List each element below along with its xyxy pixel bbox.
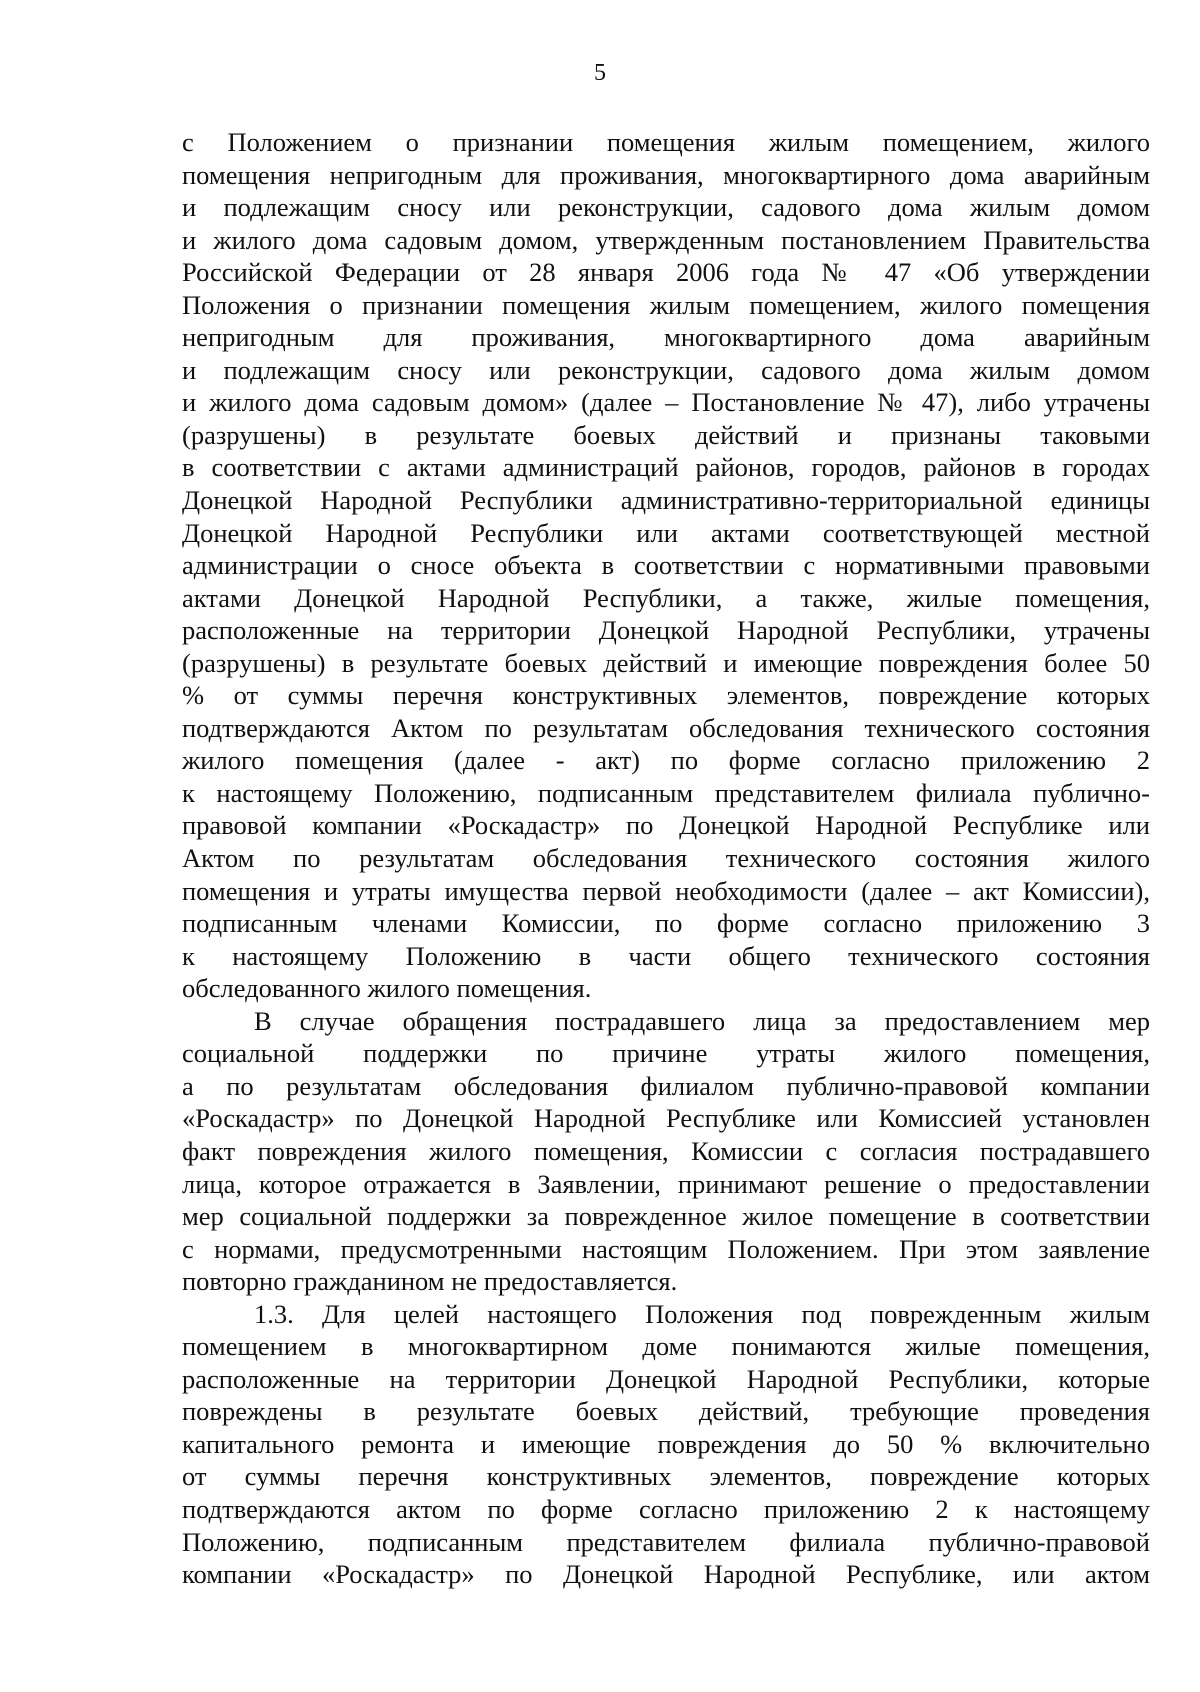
- text-line: в соответствии с актами администраций районов, городов, районов в городах: [182, 452, 1150, 483]
- text-line: подписанным членами Комиссии, по форме согласно приложению 3: [182, 908, 1150, 939]
- page-number: 5: [594, 60, 606, 86]
- paragraph-first-line: В случае обращения пострадавшего лица за предоставлением мер: [254, 1005, 1150, 1036]
- text-line: и жилого дома садовым домом» (далее – Постановление № 47), либо утрачены: [182, 387, 1150, 418]
- text-line: от суммы перечня конструктивных элементов, повреждение которых: [182, 1461, 1150, 1492]
- text-line: Актом по результатам обследования технического состояния жилого: [182, 843, 1150, 874]
- text-line: помещения непригодным для проживания, многоквартирного дома аварийным: [182, 159, 1150, 190]
- text-line: и жилого дома садовым домом, утвержденным постановлением Правительства: [182, 224, 1150, 255]
- text-line: помещения и утраты имущества первой необходимости (далее – акт Комиссии),: [182, 875, 1150, 906]
- text-line: расположенные на территории Донецкой Народной Республики, которые: [182, 1363, 1150, 1394]
- text-line: расположенные на территории Донецкой Народной Республики, утрачены: [182, 615, 1150, 646]
- paragraph-end-line: повторно гражданином не предоставляется.: [182, 1266, 678, 1297]
- text-line: помещением в многоквартирном доме понимаются жилые помещения,: [182, 1331, 1150, 1362]
- text-line: с нормами, предусмотренными настоящим Положением. При этом заявление: [182, 1233, 1150, 1264]
- text-line: мер социальной поддержки за поврежденное жилое помещение в соответствии: [182, 1201, 1150, 1232]
- text-line: (разрушены) в результате боевых действий и имеющие повреждения более 50: [182, 647, 1150, 678]
- text-line: подтверждаются актом по форме согласно приложению 2 к настоящему: [182, 1493, 1150, 1524]
- text-line: повреждены в результате боевых действий, требующие проведения: [182, 1396, 1150, 1427]
- text-line: подтверждаются Актом по результатам обследования технического состояния: [182, 712, 1150, 743]
- text-line: с Положением о признании помещения жилым помещением, жилого: [182, 127, 1150, 157]
- text-line: «Роскадастр» по Донецкой Народной Республике или Комиссией установлен: [182, 1103, 1150, 1134]
- text-line: и подлежащим сносу или реконструкции, садового дома жилым домом: [182, 192, 1150, 223]
- text-line: (разрушены) в результате боевых действий и признаны таковыми: [182, 419, 1150, 450]
- text-line: лица, которое отражается в Заявлении, принимают решение о предоставлении: [182, 1168, 1150, 1199]
- text-line: компании «Роскадастр» по Донецкой Народной Республике, или актом: [182, 1559, 1150, 1590]
- section-1-3-first-line: 1.3. Для целей настоящего Положения под поврежденным жилым: [254, 1298, 1150, 1329]
- text-line: актами Донецкой Народной Республики, а также, жилые помещения,: [182, 582, 1150, 613]
- text-line: и подлежащим сносу или реконструкции, садового дома жилым домом: [182, 354, 1150, 385]
- text-line: Положения о признании помещения жилым помещением, жилого помещения: [182, 289, 1150, 320]
- text-line: администрации о сносе объекта в соответствии с нормативными правовыми: [182, 550, 1150, 581]
- text-line: Донецкой Народной Республики административно-территориальной единицы: [182, 485, 1150, 516]
- text-line: капитального ремонта и имеющие повреждения до 50 % включительно: [182, 1428, 1150, 1459]
- text-line: к настоящему Положению в части общего технического состояния: [182, 940, 1150, 971]
- text-line: социальной поддержки по причине утраты жилого помещения,: [182, 1038, 1150, 1069]
- text-line: жилого помещения (далее - акт) по форме согласно приложению 2: [182, 745, 1150, 776]
- text-line: к настоящему Положению, подписанным представителем филиала публично-: [182, 777, 1150, 808]
- text-line: Донецкой Народной Республики или актами соответствующей местной: [182, 517, 1150, 548]
- paragraph-end-line: обследованного жилого помещения.: [182, 973, 592, 1004]
- text-line: факт повреждения жилого помещения, Комиссии с согласия пострадавшего: [182, 1135, 1150, 1166]
- text-line: Российской Федерации от 28 января 2006 года № 47 «Об утверждении: [182, 257, 1150, 288]
- text-line: непригодным для проживания, многоквартирного дома аварийным: [182, 322, 1150, 353]
- document-body: [182, 126, 1150, 1591]
- text-line: а по результатам обследования филиалом публично-правовой компании: [182, 1070, 1150, 1101]
- text-line: Положению, подписанным представителем филиала публично-правовой: [182, 1526, 1150, 1557]
- text-line: % от суммы перечня конструктивных элементов, повреждение которых: [182, 680, 1150, 711]
- text-line: правовой компании «Роскадастр» по Донецкой Народной Республике или: [182, 810, 1150, 841]
